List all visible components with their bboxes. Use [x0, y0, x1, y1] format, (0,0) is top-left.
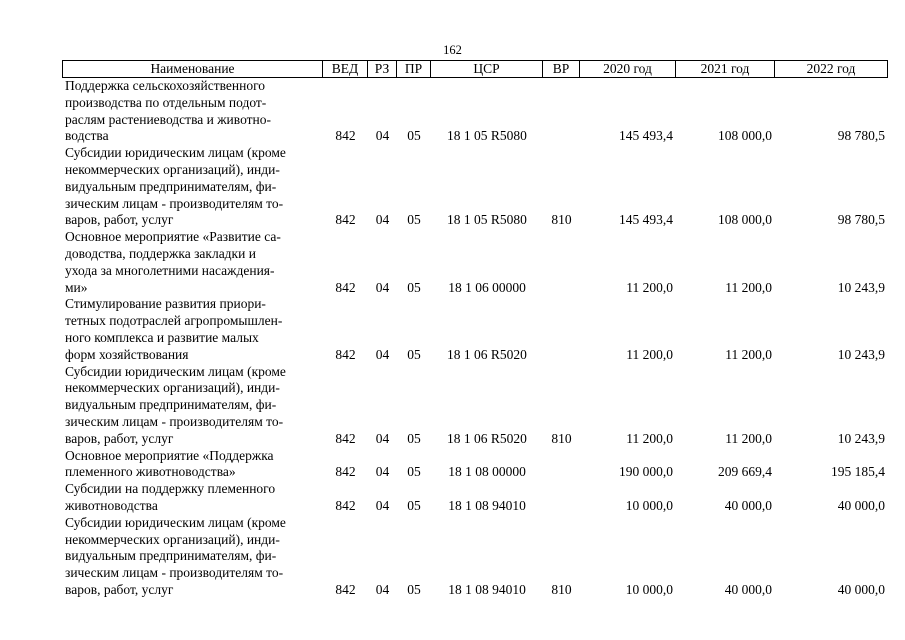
- row-rz: 04: [375, 581, 390, 597]
- row-csr: 18 1 05 R5080: [447, 128, 527, 144]
- row-rz: 04: [375, 212, 390, 228]
- row-vr: 810: [551, 212, 572, 228]
- row-csr: 18 1 06 00000: [448, 279, 526, 295]
- row-name: Субсидии юридическим лицам (кроме некоммерческих организаций), инди- видуальным предпринимателям, фи- зическим лицам - производителям то- варов, работ, услуг: [65, 514, 286, 597]
- row-2020: 190 000,0: [619, 464, 673, 480]
- row-ved: 842: [335, 346, 356, 362]
- row-ved: 842: [335, 464, 356, 480]
- row-name: Стимулирование развития приори- тетных подотраслей агропромышлен- ного комплекса и развитие малых форм хозяйствования: [65, 296, 283, 362]
- row-2020: 10 000,0: [625, 497, 673, 513]
- row-pr: 05: [407, 430, 421, 446]
- row-csr: 18 1 06 R5020: [447, 346, 527, 362]
- row-2020: 11 200,0: [626, 279, 673, 295]
- row-ved: 842: [335, 128, 356, 144]
- row-rz: 04: [375, 346, 390, 362]
- row-csr: 18 1 08 94010: [448, 581, 526, 597]
- row-pr: 05: [407, 212, 421, 228]
- row-2021: 40 000,0: [724, 581, 772, 597]
- row-name: Субсидии юридическим лицам (кроме некоммерческих организаций), инди- видуальным предпринимателям, фи- зическим лицам - производителям то- варов, работ, услуг: [65, 145, 286, 228]
- row-2022: 10 243,9: [837, 346, 885, 362]
- row-vr: 810: [551, 581, 572, 597]
- row-pr: 05: [407, 128, 421, 144]
- row-2022: 10 243,9: [837, 430, 885, 446]
- row-pr: 05: [407, 464, 421, 480]
- row-2021: 209 669,4: [718, 464, 772, 480]
- row-2022: 98 780,5: [837, 128, 885, 144]
- header-ved: ВЕД: [323, 60, 368, 78]
- row-pr: 05: [407, 497, 421, 513]
- row-csr: 18 1 08 94010: [448, 497, 526, 513]
- row-2022: 195 185,4: [831, 464, 885, 480]
- row-name: Субсидии на поддержку племенного животноводства: [65, 481, 276, 513]
- row-pr: 05: [407, 346, 421, 362]
- page-number: 162: [443, 43, 462, 57]
- row-name: Основное мероприятие «Поддержка племенного животноводства»: [65, 447, 274, 480]
- row-rz: 04: [375, 430, 390, 446]
- budget-table: [62, 60, 888, 599]
- row-2020: 145 493,4: [619, 212, 673, 228]
- header-rz: РЗ: [368, 60, 397, 78]
- row-2022: 40 000,0: [837, 581, 885, 597]
- row-2022: 10 243,9: [837, 279, 885, 295]
- row-rz: 04: [375, 128, 390, 144]
- row-2020: 10 000,0: [625, 581, 673, 597]
- row-2021: 108 000,0: [718, 128, 772, 144]
- row-ved: 842: [335, 212, 356, 228]
- row-pr: 05: [407, 581, 421, 597]
- row-rz: 04: [375, 497, 390, 513]
- row-ved: 842: [335, 581, 356, 597]
- header-pr: ПР: [397, 60, 431, 78]
- row-rz: 04: [375, 464, 390, 480]
- row-2021: 11 200,0: [725, 430, 772, 446]
- row-ved: 842: [335, 497, 356, 513]
- row-2021: 40 000,0: [724, 497, 772, 513]
- header-vr: ВР: [543, 60, 580, 78]
- row-csr: 18 1 05 R5080: [447, 212, 527, 228]
- row-2022: 40 000,0: [837, 497, 885, 513]
- header-2021: 2021 год: [676, 60, 775, 78]
- row-2020: 145 493,4: [619, 128, 673, 144]
- row-ved: 842: [335, 279, 356, 295]
- row-2020: 11 200,0: [626, 430, 673, 446]
- header-2020: 2020 год: [580, 60, 676, 78]
- row-rz: 04: [375, 279, 390, 295]
- row-2021: 11 200,0: [725, 346, 772, 362]
- row-ved: 842: [335, 430, 356, 446]
- row-2021: 11 200,0: [725, 279, 772, 295]
- row-name: Основное мероприятие «Развитие са- доводства, поддержка закладки и ухода за многолетними насаждения- ми»: [65, 229, 281, 295]
- row-2022: 98 780,5: [837, 212, 885, 228]
- row-csr: 18 1 06 R5020: [447, 430, 527, 446]
- row-csr: 18 1 08 00000: [448, 464, 526, 480]
- header-csr: ЦСР: [431, 60, 543, 78]
- row-vr: 810: [551, 430, 572, 446]
- header-2022: 2022 год: [775, 60, 888, 78]
- row-2020: 11 200,0: [626, 346, 673, 362]
- row-name: Субсидии юридическим лицам (кроме некоммерческих организаций), инди- видуальным предпринимателям, фи- зическим лицам - производителям то- варов, работ, услуг: [65, 363, 286, 446]
- row-pr: 05: [407, 279, 421, 295]
- header-name: Наименование: [62, 60, 323, 78]
- row-name: Поддержка сельскохозяйственного производства по отдельным подот- раслям растениеводства и животно- водства: [65, 78, 272, 144]
- row-2021: 108 000,0: [718, 212, 772, 228]
